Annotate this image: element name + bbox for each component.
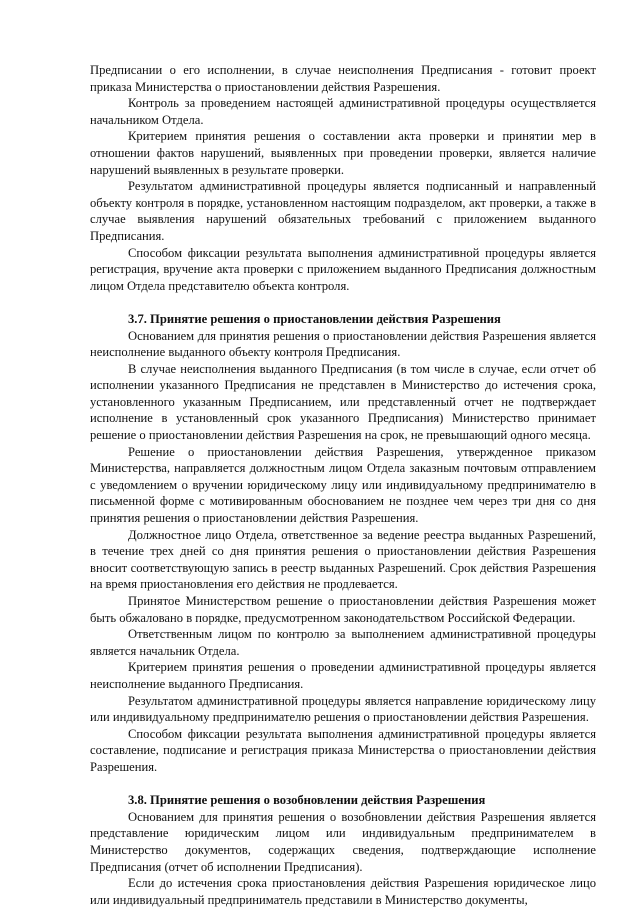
spacer [90, 776, 596, 793]
document-page [90, 62, 596, 908]
paragraph: Основанием для принятия решения о возобновлении действия Разрешения является представление юридическим лицом или индивидуальным предпринимателем в Министерство документов, содержащих сведения, подтверждающие исполнение Предписания (отчет об исполнении Предписания). [90, 809, 596, 874]
paragraph: Способом фиксации результата выполнения административной процедуры является регистрация, вручение акта проверки с приложением выданного Предписания должностным лицом Отдела представителю объекта контроля. [90, 245, 596, 293]
section-heading-3-8: 3.8. Принятие решения о возобновлении действия Разрешения [128, 793, 486, 808]
paragraph: Основанием для принятия решения о приостановлении действия Разрешения является неисполнение выданного объекту контроля Предписания. [90, 328, 596, 360]
paragraph: Результатом административной процедуры является подписанный и направленный объекту контроля в порядке, установленном настоящим подразделом, акт проверки, а также в случае выявления нарушений обязательных требований с приложением выданного Предписания. [90, 179, 596, 243]
paragraph: Решение о приостановлении действия Разрешения, утвержденное приказом Министерства, направляется должностным лицом Отдела заказным почтовым отправлением с уведомлением о вручении юридическому лицу или индивидуальному предпринимателю в письменной форме с мотивированным обоснованием не позднее чем через три дня со дня принятия решения о приостановлении действия Разрешения. [90, 444, 596, 526]
paragraph: Контроль за проведением настоящей административной процедуры осуществляется начальником Отдела. [90, 96, 596, 127]
paragraph: Если до истечения срока приостановления действия Разрешения юридическое лицо или индивидуальный предприниматель представили в Министерство документы, [90, 876, 596, 907]
paragraph: Принятое Министерством решение о приостановлении действия Разрешения может быть обжаловано в порядке, предусмотренном законодательством Российской Федерации. [90, 594, 596, 625]
paragraph: Критерием принятия решения о проведении административной процедуры является неисполнение выданного Предписания. [90, 660, 596, 691]
paragraph: Критерием принятия решения о составлении акта проверки и принятии мер в отношении фактов нарушений, выявленных при проведении проверки, является наличие нарушений выявленных в результате проверки. [90, 129, 596, 177]
section-heading-3-7: 3.7. Принятие решения о приостановлении действия Разрешения [128, 311, 501, 326]
paragraph: Должностное лицо Отдела, ответственное за ведение реестра выданных Разрешений, в течение трех дней со дня принятия решения о приостановлении действия Разрешения вносит соответствующую запись в реестр выданных Разрешений. Срок действия Разрешения на время приостановления его действия не продлевается. [90, 527, 596, 592]
paragraph: Результатом административной процедуры является направление юридическому лицу или индивидуальному предпринимателю решения о приостановлении действия Разрешения. [90, 693, 596, 725]
paragraph: Способом фиксации результата выполнения административной процедуры является составление, подписание и регистрация приказа Министерства о приостановлении действия Разрешения. [90, 726, 596, 774]
paragraph: Предписании о его исполнении, в случае неисполнения Предписания - готовит проект приказа Министерства о приостановлении действия Разрешения. [90, 63, 596, 94]
paragraph: Ответственным лицом по контролю за выполнением административной процедуры является начальник Отдела. [90, 627, 596, 658]
paragraph: В случае неисполнения выданного Предписания (в том числе в случае, если отчет об исполнении указанного Предписания не представлен в Министерство до истечения срока, установленного указанным Предписанием, или представленный отчет не подтверждает исполнение в установленный срок указанного Предписания) Министерство принимает решение о приостановлении действия Разрешения на срок, не превышающий одного месяца. [90, 361, 596, 443]
spacer [90, 294, 596, 311]
